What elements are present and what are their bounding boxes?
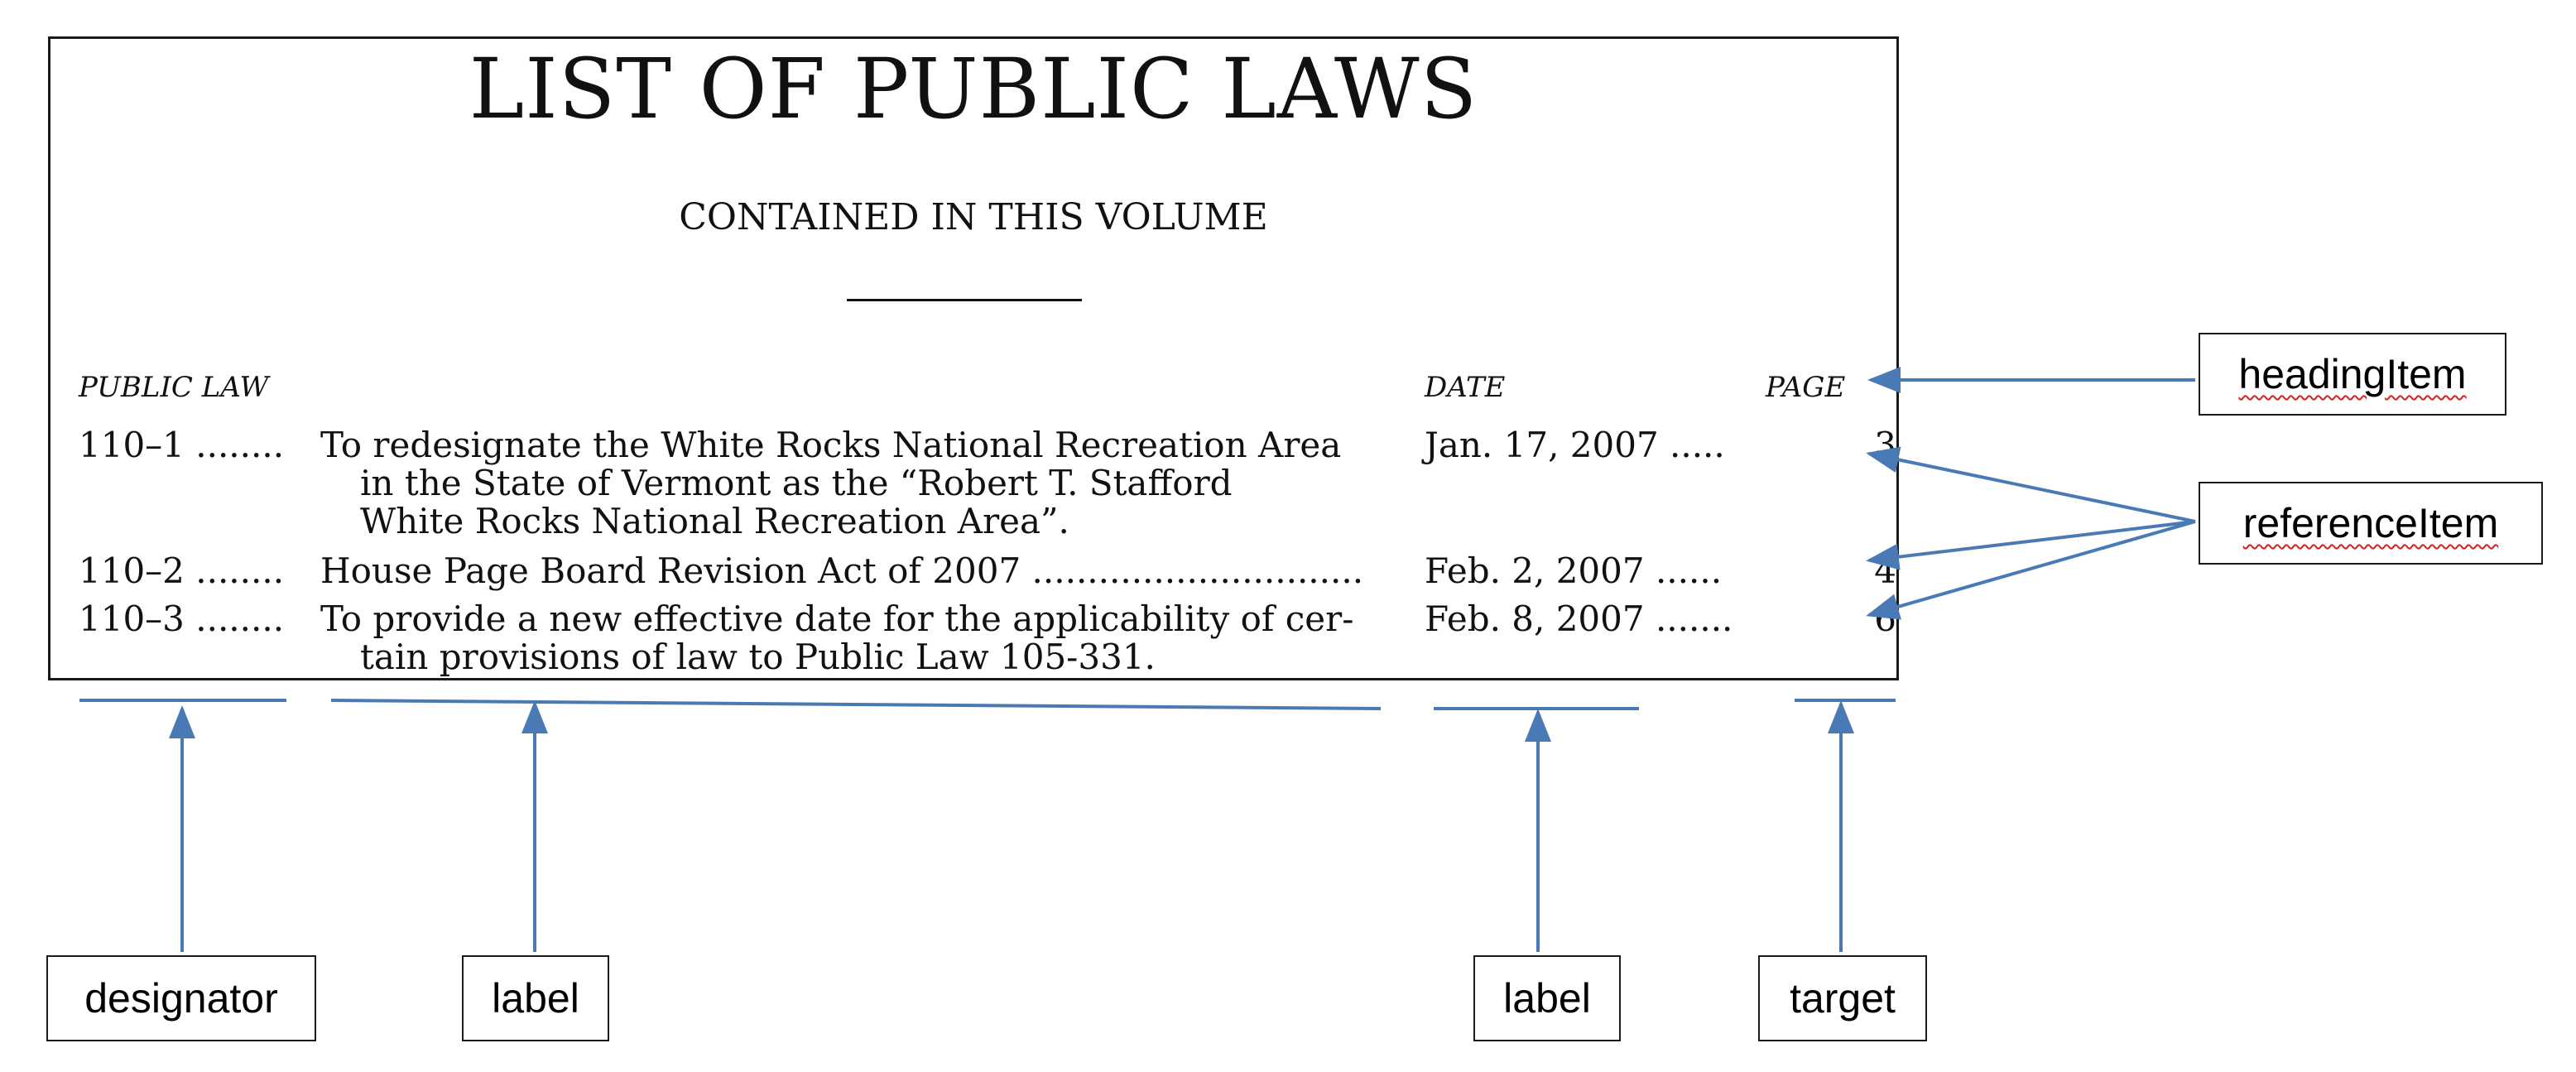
row-2-description: House Page Board Revision Act of 2007 .............................. <box>320 550 1364 591</box>
label-right-text: label <box>1503 975 1591 1022</box>
label-callout-left <box>462 955 609 1041</box>
target-text: target <box>1790 975 1896 1022</box>
target-callout <box>1758 955 1927 1041</box>
row-3-desc-line-1: To provide a new effective date for the applicability of cer- <box>320 598 1354 639</box>
reference-item-arrow-3 <box>1869 522 2195 615</box>
row-2-date: Feb. 2, 2007 ...... <box>1425 550 1723 591</box>
reference-item-arrow-1 <box>1869 454 2195 522</box>
row-1-desc-line-2: in the State of Vermont as the “Robert T. Stafford <box>360 463 1233 503</box>
label-callout-right <box>1473 955 1621 1041</box>
heading-item-text: headingItem <box>2238 351 2467 397</box>
heading-page: PAGE <box>1766 371 1846 404</box>
row-1-desc-line-1: To redesignate the White Rocks National Recreation Area <box>320 425 1342 465</box>
row-1-page: 3 <box>1874 425 1896 465</box>
heading-item-callout <box>2199 333 2506 416</box>
reference-item-callout <box>2199 482 2543 565</box>
designator-text: designator <box>84 975 278 1022</box>
row-3-page: 6 <box>1874 598 1896 639</box>
row-1-law: 110–1 ........ <box>79 425 285 465</box>
row-3-law: 110–3 ........ <box>79 598 285 639</box>
reference-item-arrow-2 <box>1869 522 2195 560</box>
row-3-desc-line-2: tain provisions of law to Public Law 105-331. <box>360 637 1156 677</box>
label-left-text: label <box>492 975 579 1022</box>
label-span-line-left <box>331 700 1381 709</box>
heading-date: DATE <box>1425 371 1506 404</box>
page-subtitle: CONTAINED IN THIS VOLUME <box>679 196 1268 238</box>
reference-item-text: referenceItem <box>2242 500 2499 546</box>
page-title: LIST OF PUBLIC LAWS <box>469 41 1478 137</box>
row-2-page: 4 <box>1874 550 1896 591</box>
row-1-desc-line-3: White Rocks National Recreation Area”. <box>360 501 1069 541</box>
row-1-date: Jan. 17, 2007 ..... <box>1425 425 1725 465</box>
designator-callout <box>46 955 316 1041</box>
heading-public-law: PUBLIC LAW <box>79 371 269 404</box>
row-3-date: Feb. 8, 2007 ....... <box>1425 598 1733 639</box>
row-2-law: 110–2 ........ <box>79 550 285 591</box>
